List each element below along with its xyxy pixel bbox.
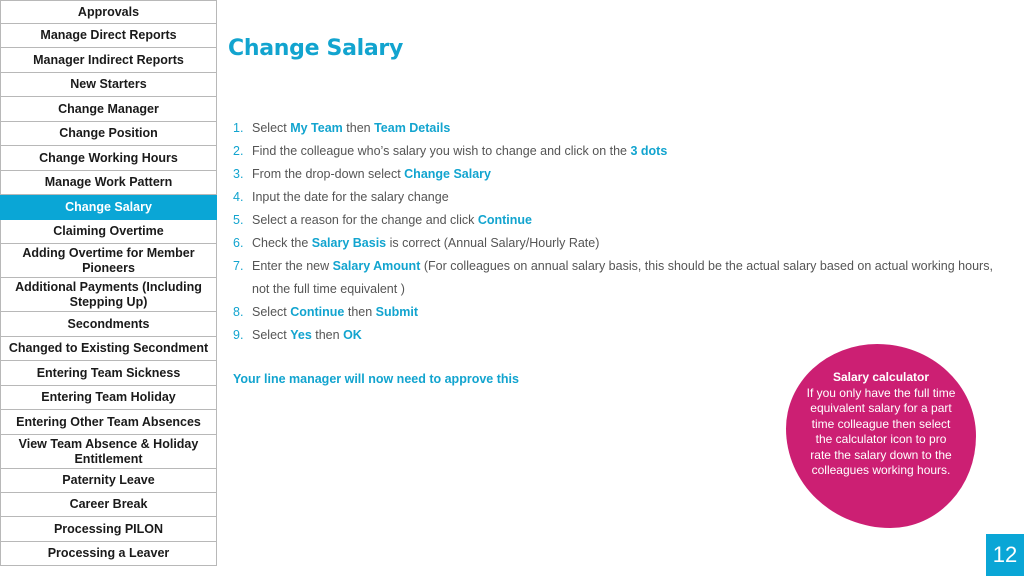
step-text-part: then bbox=[344, 305, 376, 319]
step-keyword: Salary Amount bbox=[332, 259, 421, 273]
step-number: 7. bbox=[233, 259, 244, 273]
step-item bbox=[233, 186, 993, 209]
sidebar-item-change-salary[interactable]: Change Salary bbox=[0, 195, 217, 220]
step-text bbox=[252, 301, 993, 324]
salary-calculator-callout bbox=[786, 344, 976, 528]
step-item bbox=[233, 140, 993, 163]
step-item bbox=[233, 209, 993, 232]
step-text bbox=[252, 163, 993, 186]
step-item bbox=[233, 232, 993, 255]
step-text-part: Select a reason for the change and click bbox=[252, 213, 478, 227]
step-text bbox=[252, 209, 993, 232]
sidebar-item-manage-work-pattern[interactable]: Manage Work Pattern bbox=[0, 171, 217, 195]
step-item bbox=[233, 163, 993, 186]
step-number: 3. bbox=[233, 167, 244, 181]
step-text-part: Enter the new bbox=[252, 259, 333, 273]
page-number: 12 bbox=[986, 534, 1024, 576]
step-keyword: Change Salary bbox=[404, 167, 491, 181]
page-title: Change Salary bbox=[228, 36, 404, 61]
sidebar-item-new-starters[interactable]: New Starters bbox=[0, 73, 217, 97]
step-keyword: Continue bbox=[290, 305, 345, 319]
step-keyword: Submit bbox=[375, 305, 419, 319]
sidebar-item-manager-indirect-reports[interactable]: Manager Indirect Reports bbox=[0, 48, 217, 73]
step-number: 5. bbox=[233, 213, 244, 227]
sidebar-item-secondments[interactable]: Secondments bbox=[0, 312, 217, 337]
step-number: 2. bbox=[233, 144, 244, 158]
callout-text: If you only have the full time equivalent salary for a part time colleague then select the calculator icon to pro rate the salary down to the colleagues working hours. bbox=[806, 385, 956, 477]
sidebar-item-manage-direct-reports[interactable]: Manage Direct Reports bbox=[0, 24, 217, 48]
step-text bbox=[252, 232, 993, 255]
sidebar-item-paternity-leave[interactable]: Paternity Leave bbox=[0, 469, 217, 493]
sidebar-item-change-position[interactable]: Change Position bbox=[0, 122, 217, 146]
step-text-part: From the drop-down select bbox=[252, 167, 405, 181]
step-item bbox=[233, 117, 993, 140]
step-number: 9. bbox=[233, 328, 244, 342]
step-text-part: Check the bbox=[252, 236, 312, 250]
sidebar-nav bbox=[0, 0, 217, 576]
sidebar-item-entering-team-sickness[interactable]: Entering Team Sickness bbox=[0, 361, 217, 386]
sidebar-item-approvals[interactable]: Approvals bbox=[0, 0, 217, 24]
step-text-part: then bbox=[342, 121, 375, 135]
step-keyword: OK bbox=[343, 328, 362, 342]
sidebar-item-adding-overtime-for-member-pioneers[interactable]: Adding Overtime for Member Pioneers bbox=[0, 244, 217, 278]
step-text-part: Select bbox=[252, 305, 291, 319]
instruction-steps bbox=[233, 117, 993, 347]
step-text-part: Select bbox=[252, 121, 291, 135]
step-number: 4. bbox=[233, 190, 244, 204]
sidebar-item-change-manager[interactable]: Change Manager bbox=[0, 97, 217, 122]
step-number: 6. bbox=[233, 236, 244, 250]
sidebar-item-view-team-absence-holiday-entitlement[interactable]: View Team Absence & Holiday Entitlement bbox=[0, 435, 217, 469]
sidebar-item-entering-other-team-absences[interactable]: Entering Other Team Absences bbox=[0, 410, 217, 435]
step-number: 1. bbox=[233, 121, 244, 135]
step-text bbox=[252, 255, 993, 301]
step-text-part: then bbox=[311, 328, 344, 342]
step-text bbox=[252, 186, 993, 209]
step-text-part: Input the date for the salary change bbox=[252, 190, 449, 204]
step-keyword: Yes bbox=[290, 328, 312, 342]
step-keyword: Salary Basis bbox=[311, 236, 387, 250]
step-text-part: is correct (Annual Salary/Hourly Rate) bbox=[386, 236, 600, 250]
step-text-part: Select bbox=[252, 328, 291, 342]
step-keyword: 3 dots bbox=[630, 144, 668, 158]
step-item bbox=[233, 301, 993, 324]
sidebar-item-additional-payments-including-stepping-up[interactable]: Additional Payments (Including Stepping Up) bbox=[0, 278, 217, 312]
sidebar-item-claiming-overtime[interactable]: Claiming Overtime bbox=[0, 220, 217, 244]
sidebar-item-career-break[interactable]: Career Break bbox=[0, 493, 217, 517]
sidebar-item-changed-to-existing-secondment[interactable]: Changed to Existing Secondment bbox=[0, 337, 217, 361]
step-text-part: (For colleagues on annual salary basis, this should be the actual salary based on actual working hours, not the full time equivalent ) bbox=[252, 259, 993, 296]
step-keyword: Continue bbox=[477, 213, 533, 227]
sidebar-item-processing-pilon[interactable]: Processing PILON bbox=[0, 517, 217, 542]
step-text bbox=[252, 117, 993, 140]
sidebar-item-change-working-hours[interactable]: Change Working Hours bbox=[0, 146, 217, 171]
step-keyword: My Team bbox=[290, 121, 343, 135]
callout-title: Salary calculator bbox=[832, 370, 930, 384]
step-text-part: Find the colleague who’s salary you wish to change and click on the bbox=[252, 144, 631, 158]
step-item bbox=[233, 255, 993, 301]
approval-note: Your line manager will now need to approve this bbox=[233, 372, 519, 386]
step-text bbox=[252, 140, 993, 163]
sidebar-item-processing-a-leaver[interactable]: Processing a Leaver bbox=[0, 542, 217, 566]
sidebar-item-entering-team-holiday[interactable]: Entering Team Holiday bbox=[0, 386, 217, 410]
step-keyword: Team Details bbox=[374, 121, 451, 135]
step-number: 8. bbox=[233, 305, 244, 319]
